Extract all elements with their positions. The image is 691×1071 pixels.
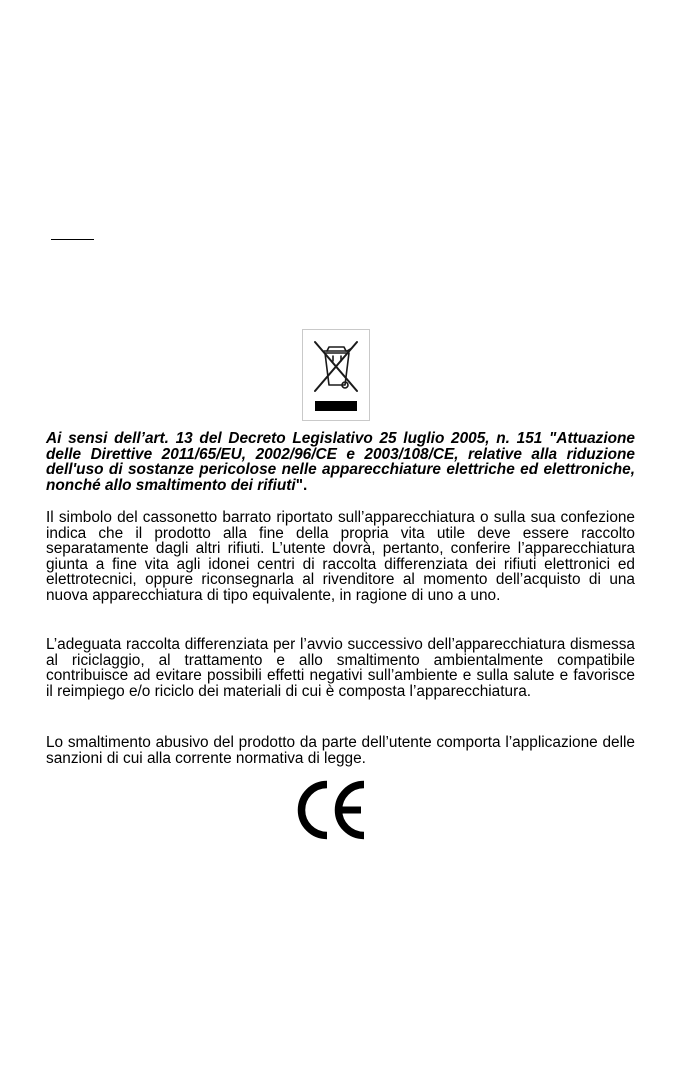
legal-heading-tail: ". xyxy=(295,476,308,494)
legal-heading-text: Ai sensi dell’art. 13 del Decreto Legislativo 25 luglio 2005, n. 151 "Attuazione delle Direttive 2011/65/EU, 2002/96/CE e 2003/108/CE, relative alla riduzione dell'uso di sostanze pericolose nelle apparecchiature elettriche ed elettroniche, nonché allo smaltimento dei rifiuti xyxy=(46,430,635,494)
paragraph-separate-collection: L’adeguata raccolta differenziata per l’avvio successivo dell’apparecchiatura dismessa al riciclaggio, al trattamento e allo smaltimento ambientalmente compatibile contribuisce ad evitare possibili effetti negativi sull’ambiente e sulla salute e favorisce il reimpiego e/o riciclo dei materiali di cui è composta l’apparecchiatura. xyxy=(46,636,635,700)
weee-symbol xyxy=(302,329,370,421)
paragraph-sanctions: Lo smaltimento abusivo del prodotto da parte dell’utente comporta l’applicazione delle sanzioni di cui alla corrente normativa di legge. xyxy=(46,734,635,767)
crossed-out-wheelie-bin-icon xyxy=(303,330,369,420)
paragraph-disposal-symbol: Il simbolo del cassonetto barrato riportato sull’apparecchiatura o sulla sua confezione indica che il prodotto alla fine della propria vita utile deve essere raccolto separatamente dagli altri rifiuti. L’utente dovrà, pertanto, conferire l’apparecchiatura giunta a fine vita agli idonei centri di raccolta differenziata dei rifiuti elettronici ed elettrotecnici, oppure riconsegnarla al rivenditore al momento dell’acquisto di una nuova apparecchiatura di tipo equivalente, in ragione di uno a uno. xyxy=(46,509,635,604)
ce-mark-icon xyxy=(292,778,370,842)
short-rule-divider xyxy=(51,239,94,240)
legal-heading xyxy=(46,431,635,493)
